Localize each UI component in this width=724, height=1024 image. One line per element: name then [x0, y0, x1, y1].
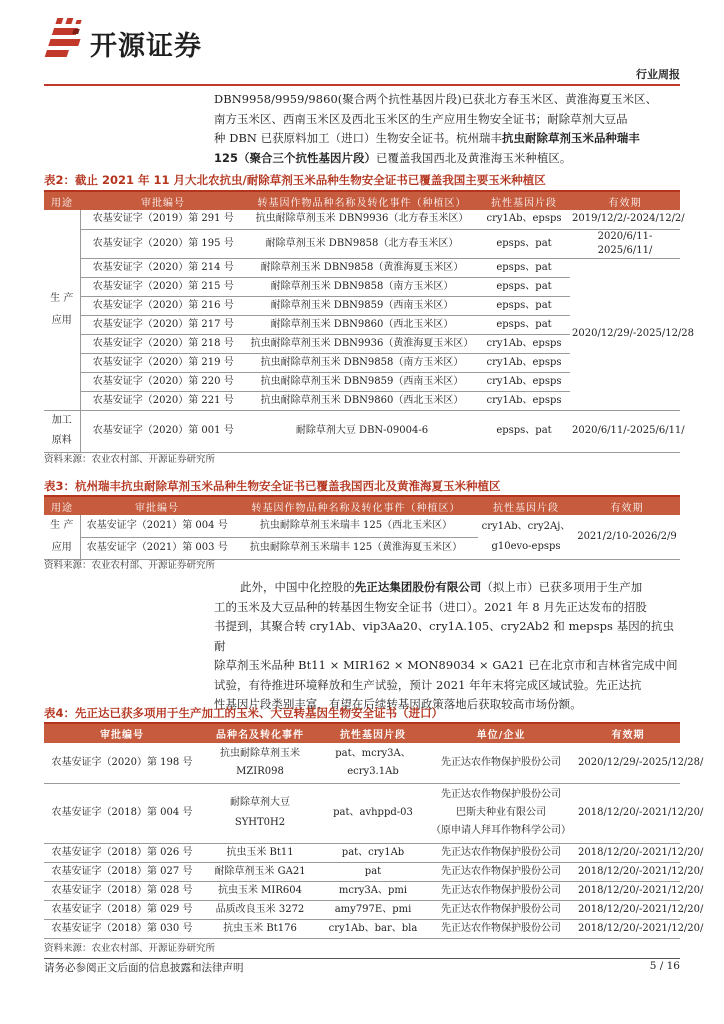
gene-fragment: amy797E、pmi — [320, 900, 426, 919]
table-row — [44, 843, 680, 862]
table3-header-cell: 审批编号 — [80, 497, 234, 515]
variety-name: 耐除草剂玉米 DBN9858（黄淮海夏玉米区） — [246, 258, 478, 277]
gene-fragment: epsps、pat — [478, 296, 570, 315]
approval-no: 农基安证字（2020）第 217 号 — [80, 315, 246, 334]
table-row — [44, 862, 680, 881]
valid-period: 2018/12/20/-2021/12/20/ — [576, 783, 680, 843]
company: 先正达农作物保护股份公司 — [426, 881, 576, 900]
table-row — [44, 210, 680, 229]
variety-name: 抗虫耐除草剂玉米瑞丰 125（西北玉米区） — [234, 515, 478, 537]
company: 先正达农作物保护股份公司 — [426, 900, 576, 919]
gene-fragment: pat — [320, 862, 426, 881]
valid-period: 2018/12/20/-2021/12/20/ — [576, 843, 680, 862]
gene-fragment: epsps、pat — [478, 410, 570, 452]
gene-fragment: cry1Ab、cry2Aj、 g10evo-epsps — [478, 515, 574, 559]
gene-fragment: cry1Ab、bar、bla — [320, 919, 426, 938]
table-row — [44, 783, 680, 843]
approval-no: 农基安证字（2020）第 221 号 — [80, 391, 246, 410]
gene-fragment: cry1Ab、epsps — [478, 353, 570, 372]
gene-fragment: pat、mcry3A、 ecry3.1Ab — [320, 743, 426, 783]
table3-header-cell: 有效期 — [574, 497, 680, 515]
intro-paragraph: DBN9958/9959/9860(聚合两个抗性基因片段)已获北方春玉米区、黄淮海夏玉米区、 南方玉米区、西南玉米区及西北玉米区的生产应用生物安全证书；耐除草剂大豆品 种 DBN 已获原料加工（进口）生物安全证书。杭州瑞丰抗虫耐除草剂玉米品种瑞丰 125（聚合三个抗性基因片段）已覆盖我国西北及黄淮海玉米种植区。 — [214, 92, 658, 165]
table3-title: 表3：杭州瑞丰抗虫耐除草剂玉米品种生物安全证书已覆盖我国西北及黄淮海夏玉米种植区 — [44, 479, 501, 493]
approval-no: 农基安证字（2020）第 220 号 — [80, 372, 246, 391]
table-row — [44, 515, 680, 537]
table2-title: 表2：截止 2021 年 11 月大北农抗虫/耐除草剂玉米品种生物安全证书已覆盖我国主要玉米种植区 — [44, 173, 546, 187]
page-number: 5 / 16 — [649, 960, 680, 972]
table3 — [44, 497, 680, 560]
table4-source: 资料来源：农业农村部、开源证券研究所 — [44, 943, 216, 954]
variety-name: 抗虫耐除草剂玉米 DBN9859（西南玉米区） — [246, 372, 478, 391]
company: 先正达农作物保护股份公司 — [426, 862, 576, 881]
variety-name: 抗虫玉米 Bt176 — [200, 919, 320, 938]
table4 — [44, 724, 704, 939]
variety-name: 抗虫玉米 MIR604 — [200, 881, 320, 900]
table2-header-cell: 抗性基因片段 — [478, 192, 570, 210]
variety-name: 抗虫耐除草剂玉米 MZIR098 — [200, 743, 320, 783]
usage-cell: 生 产 应用 — [44, 515, 80, 559]
gene-fragment: pat、avhppd-03 — [320, 783, 426, 843]
company: 先正达农作物保护股份公司 巴斯夫种业有限公司 （原申请人拜耳作物科学公司） — [426, 783, 576, 843]
approval-no: 农基安证字（2020）第 214 号 — [80, 258, 246, 277]
table3-header-cell: 转基因作物品种名称及转化事件（种植区） — [234, 497, 478, 515]
table2-source: 资料来源：农业农村部、开源证券研究所 — [44, 454, 216, 465]
gene-fragment: cry1Ab、epsps — [478, 391, 570, 410]
gene-fragment: cry1Ab、epsps — [478, 372, 570, 391]
footer-divider — [44, 958, 680, 959]
approval-no: 农基安证字（2020）第 195 号 — [80, 229, 246, 258]
usage-cell: 生 产 应用 — [44, 210, 80, 410]
variety-name: 抗虫玉米 Bt11 — [200, 843, 320, 862]
company: 先正达农作物保护股份公司 — [426, 743, 576, 783]
approval-no: 农基安证字（2020）第 218 号 — [80, 334, 246, 353]
approval-no: 农基安证字（2018）第 004 号 — [44, 783, 200, 843]
variety-name: 耐除草剂玉米 DBN9858（南方玉米区） — [246, 277, 478, 296]
approval-no: 农基安证字（2018）第 028 号 — [44, 881, 200, 900]
gene-fragment: cry1Ab、epsps — [478, 210, 570, 229]
valid-period: 2019/12/2/-2024/12/2/ — [570, 210, 680, 229]
table4-title: 表4：先正达已获多项用于生产加工的玉米、大豆转基因生物安全证书（进口） — [44, 706, 443, 720]
valid-period-merged: 2020/12/29/-2025/12/28 — [570, 258, 680, 410]
table2-header-cell: 转基因作物品种名称及转化事件（种植区） — [246, 192, 478, 210]
table2-header-cell: 有效期 — [570, 192, 680, 210]
table-row — [44, 258, 680, 277]
table-row — [44, 881, 680, 900]
gene-fragment: epsps、pat — [478, 229, 570, 258]
variety-name: 耐除草剂大豆 DBN-09004-6 — [246, 410, 478, 452]
approval-no: 农基安证字（2018）第 029 号 — [44, 900, 200, 919]
valid-period: 2020/6/11/-2025/6/11/ — [570, 410, 680, 452]
gene-fragment: epsps、pat — [478, 258, 570, 277]
table2-header-row — [44, 192, 680, 210]
valid-period: 2018/12/20/-2021/12/20/ — [576, 900, 680, 919]
gene-fragment: pat、cry1Ab — [320, 843, 426, 862]
variety-name: 品质改良玉米 3272 — [200, 900, 320, 919]
variety-name: 耐除草剂玉米 DBN9860（西北玉米区） — [246, 315, 478, 334]
table-row — [44, 919, 680, 938]
table3-header-cell: 抗性基因片段 — [478, 497, 574, 515]
table4-header-cell: 抗性基因片段 — [320, 724, 426, 743]
table4-header-row — [44, 724, 680, 743]
approval-no: 农基安证字（2021）第 003 号 — [80, 537, 234, 559]
valid-period: 2020/12/29/-2025/12/28/ — [576, 743, 680, 783]
gene-fragment: mcry3A、pmi — [320, 881, 426, 900]
approval-no: 农基安证字（2019）第 291 号 — [80, 210, 246, 229]
table2 — [44, 192, 695, 453]
approval-no: 农基安证字（2020）第 001 号 — [80, 410, 246, 452]
table-row — [44, 229, 680, 258]
variety-name: 耐除草剂玉米 DBN9858（北方春玉米区） — [246, 229, 478, 258]
variety-name: 抗虫耐除草剂玉米 DBN9858（南方玉米区） — [246, 353, 478, 372]
company: 先正达农作物保护股份公司 — [426, 843, 576, 862]
variety-name: 耐除草剂玉米 GA21 — [200, 862, 320, 881]
variety-name: 耐除草剂大豆 SYHT0H2 — [200, 783, 320, 843]
table-row — [44, 410, 680, 452]
approval-no: 农基安证字（2020）第 215 号 — [80, 277, 246, 296]
valid-period: 2020/6/11-2025/6/11/ — [570, 229, 680, 258]
gene-fragment: epsps、pat — [478, 277, 570, 296]
variety-name: 耐除草剂玉米 DBN9859（西南玉米区） — [246, 296, 478, 315]
table3-header-cell: 用途 — [44, 497, 80, 515]
brand-name: 开源证券 — [90, 31, 202, 62]
variety-name: 抗虫耐除草剂玉米 DBN9936（北方春玉米区） — [246, 210, 478, 229]
variety-name: 抗虫耐除草剂玉米 DBN9936（黄淮海夏玉米区） — [246, 334, 478, 353]
syngenta-paragraph: 此外，中国中化控股的先正达集团股份有限公司（拟上市）已获多项用于生产加 工的玉米及大豆品种的转基因生物安全证书（进口）。2021 年 8 月先正达发布的招股 书提到，其聚合转 cry1Ab、vip3Aa20、cry1A.105、cry2Ab2 和 mepsps 基因的抗虫耐 除草剂玉米品种 Bt11 × MIR162 × MON89034 × GA21 已在北京市和吉林省完成中间 试验，有待推进环境释放和生产试验，预计 2021 年年末将完成区域试验。先正达抗 性基因片段类别丰富，有望在后续转基因政策落地后获取较高市场份额。 — [214, 580, 678, 711]
table4-header-cell: 单位/企业 — [426, 724, 576, 743]
valid-period: 2021/2/10-2026/2/9 — [574, 515, 680, 559]
variety-name: 抗虫耐除草剂玉米瑞丰 125（黄淮海夏玉米区） — [234, 537, 478, 559]
variety-name: 抗虫耐除草剂玉米 DBN9860（西北玉米区） — [246, 391, 478, 410]
footer-disclaimer: 请务必参阅正文后面的信息披露和法律声明 — [44, 962, 244, 974]
approval-no: 农基安证字（2020）第 198 号 — [44, 743, 200, 783]
approval-no: 农基安证字（2021）第 004 号 — [80, 515, 234, 537]
approval-no: 农基安证字（2020）第 219 号 — [80, 353, 246, 372]
approval-no: 农基安证字（2018）第 027 号 — [44, 862, 200, 881]
table4-header-cell: 有效期 — [576, 724, 680, 743]
company: 先正达农作物保护股份公司 — [426, 919, 576, 938]
gene-fragment: epsps、pat — [478, 315, 570, 334]
table3-header-row — [44, 497, 680, 515]
valid-period: 2018/12/20/-2021/12/20/ — [576, 881, 680, 900]
table3-source: 资料来源：农业农村部、开源证券研究所 — [44, 560, 216, 571]
approval-no: 农基安证字（2018）第 026 号 — [44, 843, 200, 862]
section-label: 行业周报 — [636, 68, 680, 81]
table-row — [44, 900, 680, 919]
approval-no: 农基安证字（2018）第 030 号 — [44, 919, 200, 938]
table2-header-cell: 审批编号 — [80, 192, 246, 210]
approval-no: 农基安证字（2020）第 216 号 — [80, 296, 246, 315]
valid-period: 2018/12/20/-2021/12/20/ — [576, 919, 680, 938]
header-divider — [44, 84, 680, 86]
usage-cell: 加工 原料 — [44, 410, 80, 452]
valid-period: 2018/12/20/-2021/12/20/ — [576, 862, 680, 881]
table-row — [44, 743, 680, 783]
table4-header-cell: 审批编号 — [44, 724, 200, 743]
table4-header-cell: 品种名及转化事件 — [200, 724, 320, 743]
gene-fragment: cry1Ab、epsps — [478, 334, 570, 353]
table2-header-cell: 用途 — [44, 192, 80, 210]
